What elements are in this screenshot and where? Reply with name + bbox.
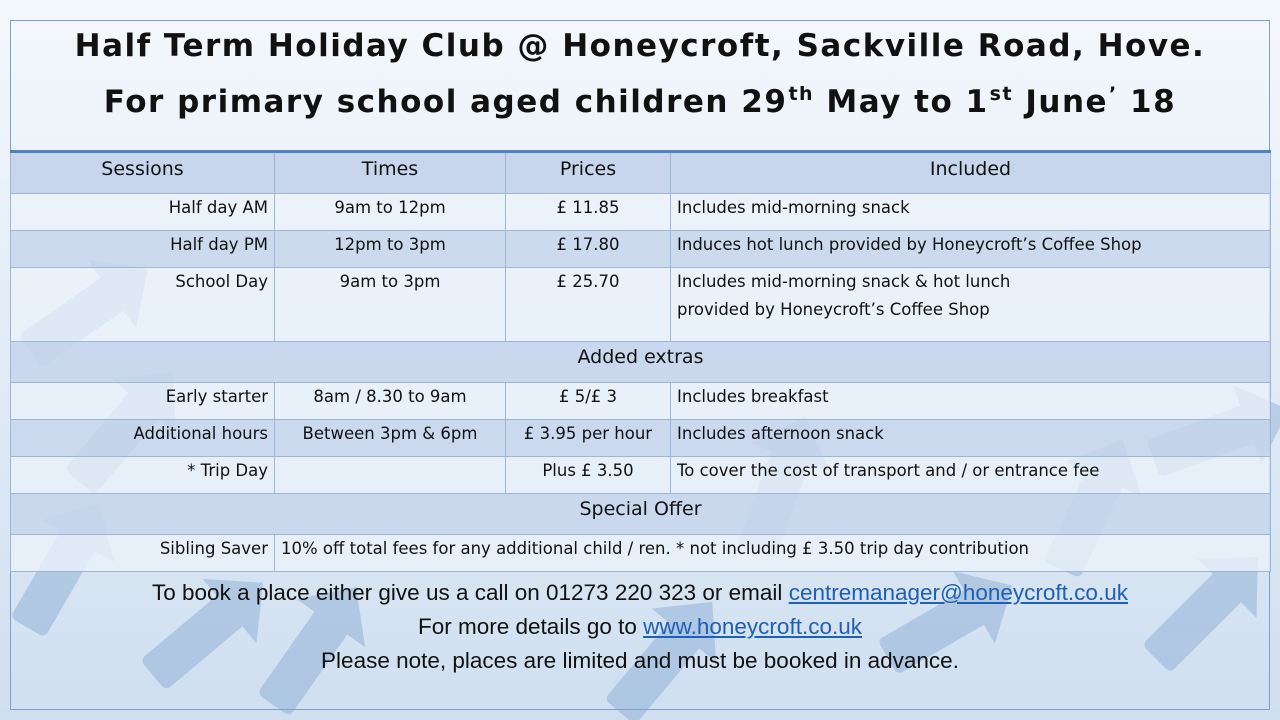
table-header-row [11,152,1271,194]
title-text: 18 [1117,84,1177,120]
included-line: Includes mid-morning snack & hot lunch [677,272,1011,291]
price-cell: £ 11.85 [506,194,671,231]
session-cell: School Day [11,268,275,342]
offer-row [11,535,1271,572]
header-times: Times [275,152,506,194]
included-cell: Includes breakfast [671,383,1271,420]
title-superscript: ’ [1109,83,1118,105]
title-superscript: th [788,83,815,105]
session-cell: Additional hours [11,420,275,457]
details-line [10,610,1270,644]
page-title [10,22,1270,126]
price-cell: Plus £ 3.50 [506,457,671,494]
title-text: June [1013,84,1109,120]
email-link[interactable]: centremanager@honeycroft.co.uk [788,580,1128,605]
session-cell: * Trip Day [11,457,275,494]
booking-line [10,576,1270,610]
table-row [11,420,1271,457]
price-cell: £ 5/£ 3 [506,383,671,420]
table-row [11,231,1271,268]
included-cell: Includes afternoon snack [671,420,1271,457]
session-cell: Half day PM [11,231,275,268]
session-cell: Early starter [11,383,275,420]
time-cell [275,457,506,494]
price-cell: £ 25.70 [506,268,671,342]
header-sessions: Sessions [11,152,275,194]
booking-info [10,576,1270,678]
title-text: For primary school aged children 29 [103,84,788,120]
time-cell: Between 3pm & 6pm [275,420,506,457]
section-row-added-extras [11,342,1271,383]
title-line-2 [10,70,1270,126]
price-cell: £ 17.80 [506,231,671,268]
header-included: Included [671,152,1271,194]
included-cell [671,268,1271,342]
title-superscript: st [989,83,1014,105]
time-cell: 9am to 12pm [275,194,506,231]
details-text: For more details go to [418,614,644,639]
table-row [11,268,1271,342]
section-title: Special Offer [11,494,1271,535]
included-cell: Includes mid-morning snack [671,194,1271,231]
header-prices: Prices [506,152,671,194]
section-title: Added extras [11,342,1271,383]
title-text: May to 1 [814,84,989,120]
table-row [11,383,1271,420]
notice-line: Please note, places are limited and must be booked in advance. [321,648,959,673]
title-line-1: Half Term Holiday Club @ Honeycroft, Sackville Road, Hove. [74,28,1206,64]
time-cell: 8am / 8.30 to 9am [275,383,506,420]
booking-text: To book a place either give us a call on 01273 220 323 or email [152,580,789,605]
table-row [11,194,1271,231]
schedule-table [10,150,1271,572]
time-cell: 9am to 3pm [275,268,506,342]
included-line: provided by Honeycroft’s Coffee Shop [677,300,990,319]
session-cell: Half day AM [11,194,275,231]
time-cell: 12pm to 3pm [275,231,506,268]
included-cell: Induces hot lunch provided by Honeycroft’s Coffee Shop [671,231,1271,268]
offer-text-cell: 10% off total fees for any additional child / ren. * not including £ 3.50 trip day contribution [275,535,1271,572]
included-cell: To cover the cost of transport and / or entrance fee [671,457,1271,494]
offer-name-cell: Sibling Saver [11,535,275,572]
price-cell: £ 3.95 per hour [506,420,671,457]
table-row [11,457,1271,494]
website-link[interactable]: www.honeycroft.co.uk [643,614,862,639]
section-row-special-offer [11,494,1271,535]
